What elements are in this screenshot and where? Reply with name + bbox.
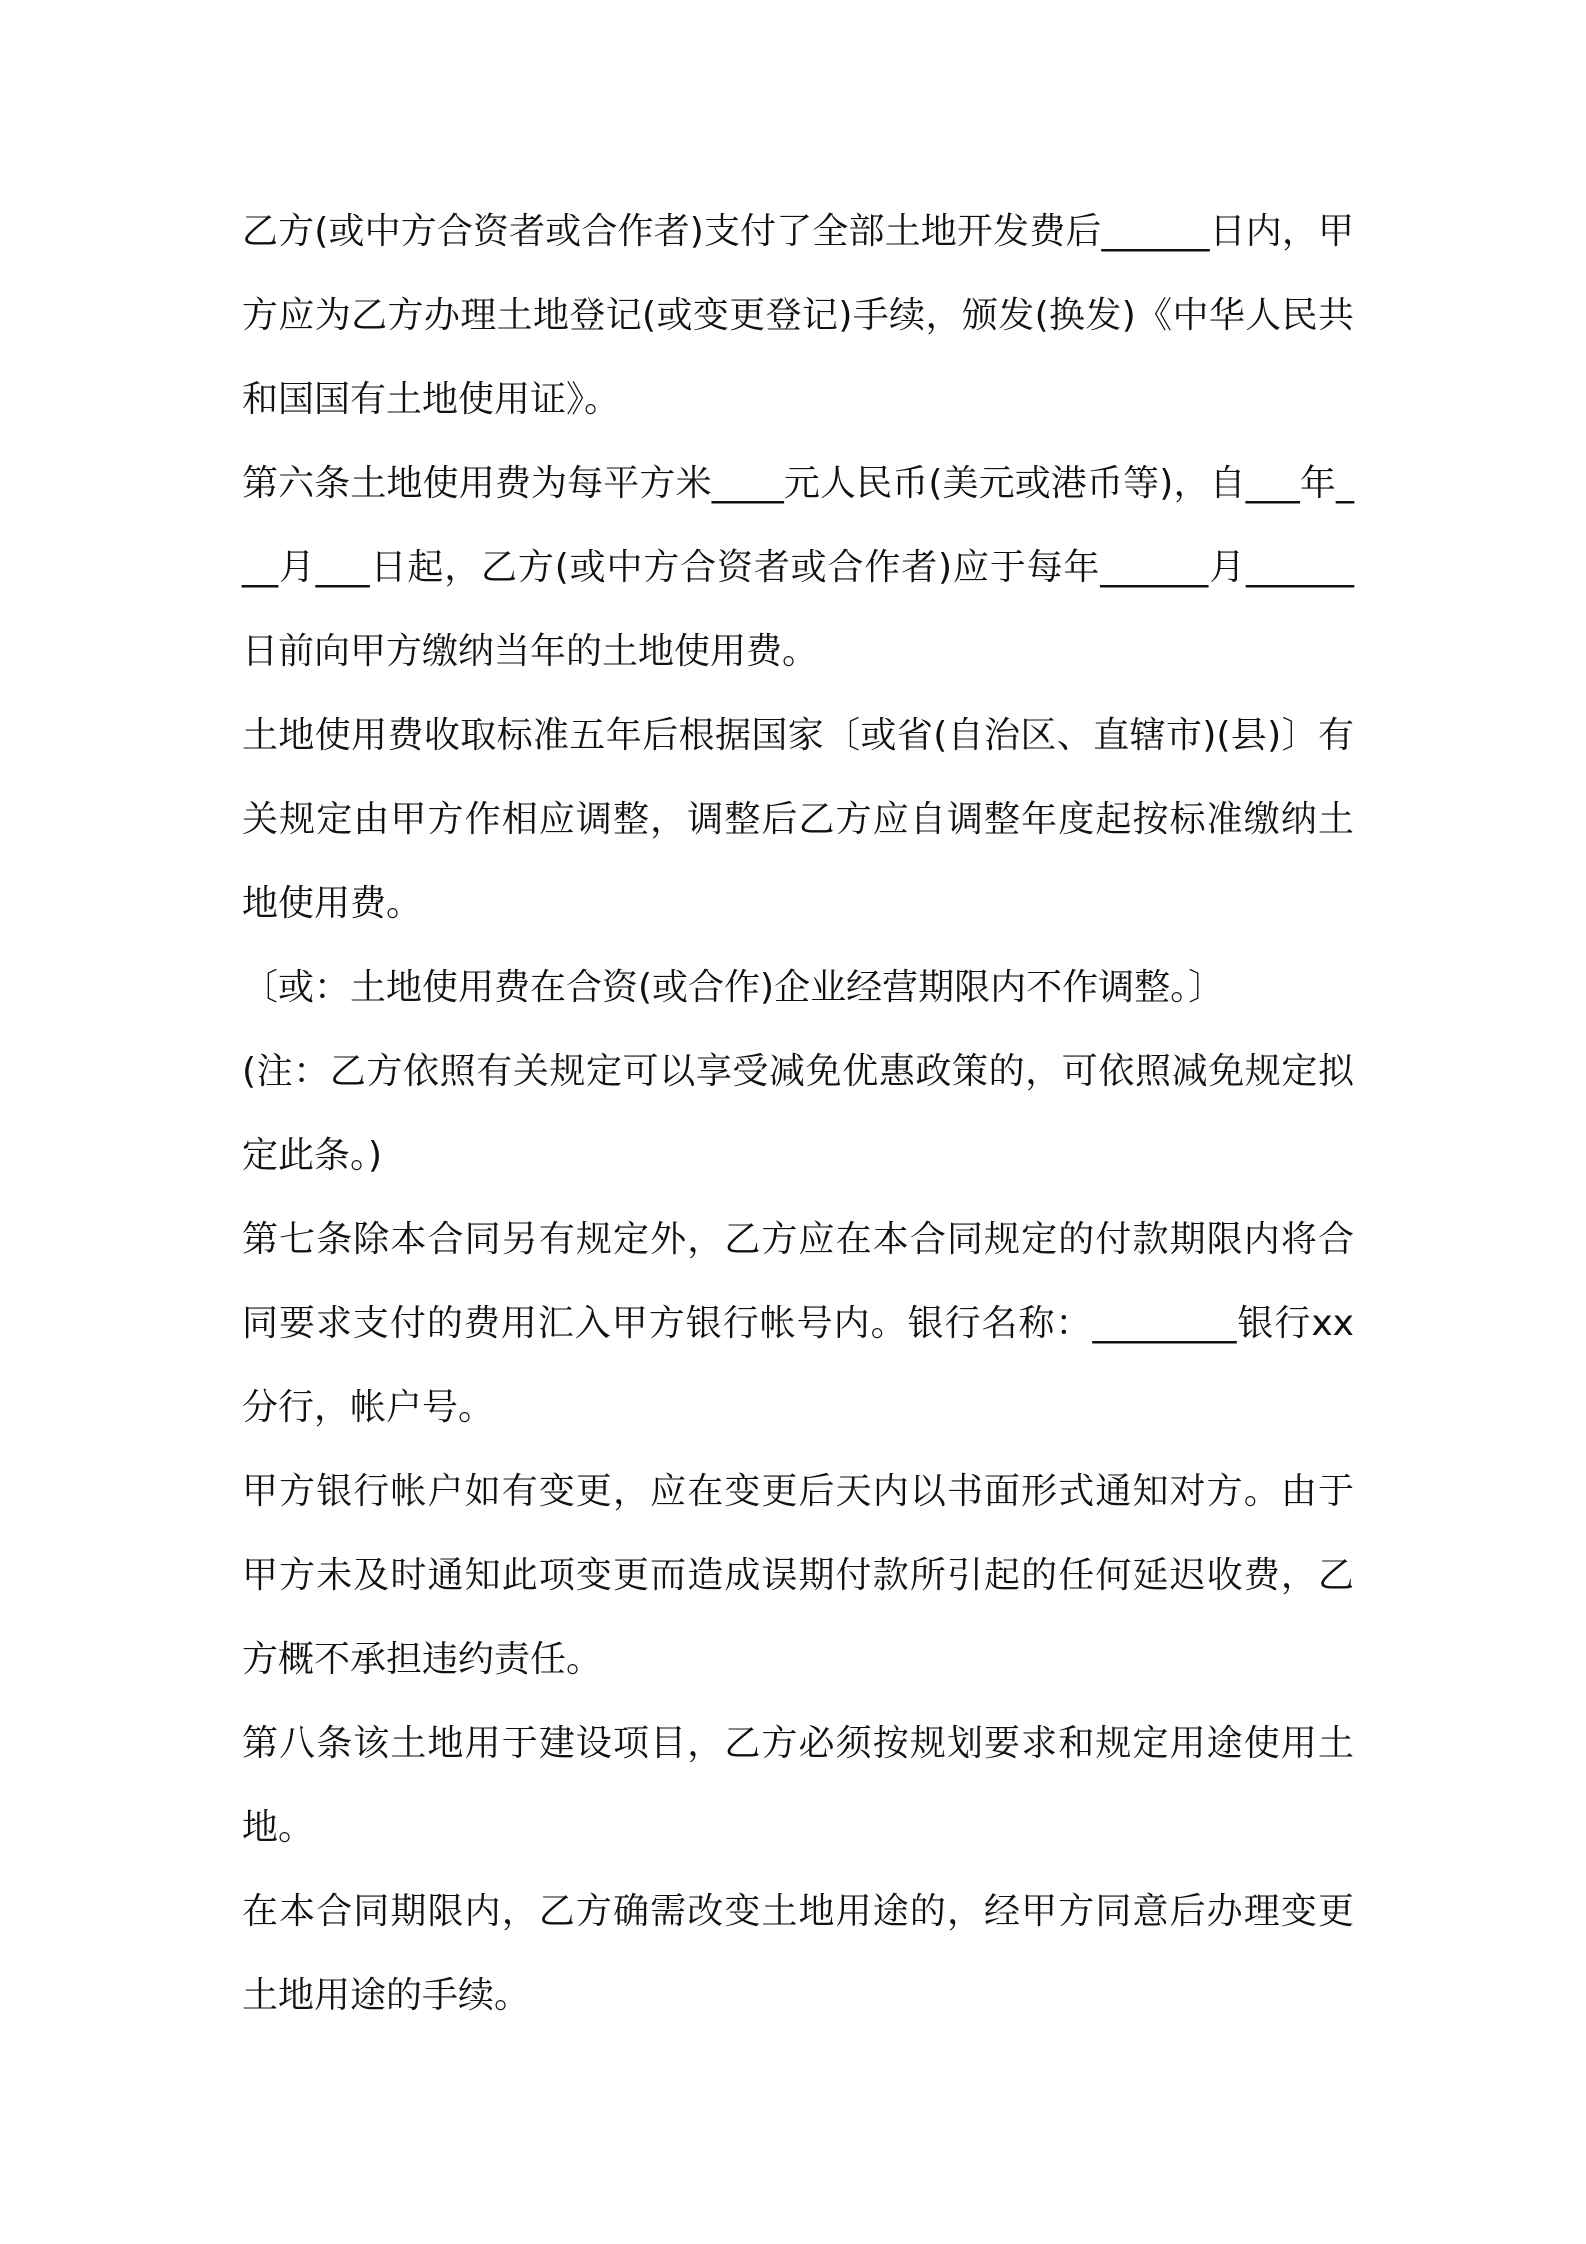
paragraph-article-7-payment: 第七条除本合同另有规定外，乙方应在本合同规定的付款期限内将合同要求支付的费用汇入甲方银行帐号内。银行名称：________银行xx分行，帐户号。 [242,1219,1354,1428]
paragraph-article-8-land-use: 第八条该土地用于建设项目，乙方必须按规划要求和规定用途使用土地。 [242,1723,1354,1848]
paragraph-article-6-land-fee: 第六条土地使用费为每平方米____元人民币(美元或港币等)，自___年___月___日起，乙方(或中方合资者或合作者)应于每年______月______日前向甲方缴纳当年的土地使用费。 [242,463,1354,672]
paragraph-change-land-use: 在本合同期限内，乙方确需改变土地用途的，经甲方同意后办理变更土地用途的手续。 [242,1891,1354,2016]
document-body [242,190,1354,2038]
paragraph-note-exemption: (注：乙方依照有关规定可以享受减免优惠政策的，可依照减免规定拟定此条。) [242,1051,1354,1176]
paragraph-fee-no-adjustment: 〔或：土地使用费在合资(或合作)企业经营期限内不作调整。〕 [242,967,1225,1008]
paragraph-land-certificate: 乙方(或中方合资者或合作者)支付了全部土地开发费后______日内，甲方应为乙方办理土地登记(或变更登记)手续，颁发(换发)《中华人民共和国国有土地使用证》。 [242,211,1354,420]
paragraph-fee-adjustment: 土地使用费收取标准五年后根据国家〔或省(自治区、直辖市)(县)〕有关规定由甲方作相应调整，调整后乙方应自调整年度起按标准缴纳土地使用费。 [242,715,1354,924]
paragraph-bank-account-change: 甲方银行帐户如有变更，应在变更后天内以书面形式通知对方。由于甲方未及时通知此项变更而造成误期付款所引起的任何延迟收费，乙方概不承担违约责任。 [242,1471,1354,1680]
